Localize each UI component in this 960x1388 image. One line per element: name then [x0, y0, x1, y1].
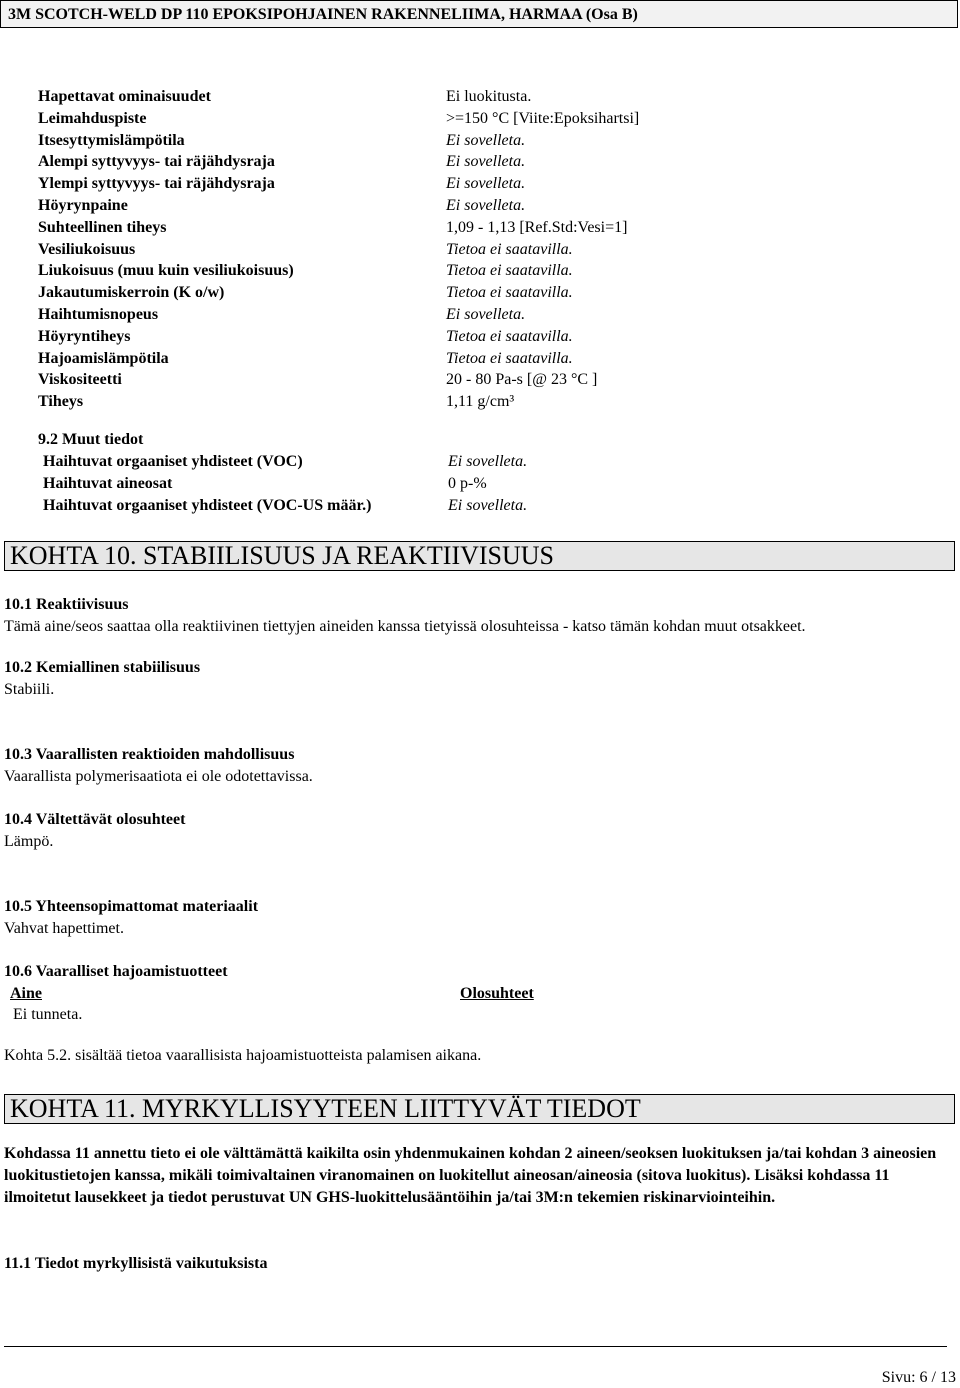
other-info-label: Haihtuvat orgaaniset yhdisteet (VOC) — [43, 453, 303, 470]
property-label: Suhteellinen tiheys — [38, 218, 167, 236]
property-row — [38, 239, 938, 261]
property-value: Tietoa ei saatavilla. — [446, 327, 573, 345]
property-value: Tietoa ei saatavilla. — [446, 284, 573, 302]
other-info-title: 9.2 Muut tiedot — [38, 431, 144, 448]
section-10-1-title: 10.1 Reaktiivisuus — [4, 596, 129, 613]
other-info — [38, 429, 938, 517]
footer-rule — [4, 1346, 947, 1347]
section-11-heading: KOHTA 11. MYRKYLLISYYTEEN LIITTYVÄT TIEDOT — [4, 1094, 955, 1124]
other-info-value: Ei sovelleta. — [448, 497, 528, 514]
property-row — [38, 282, 938, 304]
property-value: Ei sovelleta. — [446, 131, 526, 149]
section-10-3 — [4, 744, 954, 787]
property-row — [38, 348, 938, 370]
property-label: Hapettavat ominaisuudet — [38, 88, 211, 105]
property-value: 1,09 - 1,13 [Ref.Std:Vesi=1] — [446, 218, 628, 236]
property-label: Viskositeetti — [38, 371, 122, 389]
section-10-2-text: Stabiili. — [4, 680, 55, 698]
section-10-3-title: 10.3 Vaarallisten reaktioiden mahdollisuus — [4, 746, 295, 763]
property-row — [38, 369, 938, 391]
property-value: 20 - 80 Pa-s [@ 23 °C ] — [446, 371, 598, 389]
document-title: 3M SCOTCH-WELD DP 110 EPOKSIPOHJAINEN RAKENNELIIMA, HARMAA (Osa B) — [8, 6, 638, 23]
property-value: Ei sovelleta. — [446, 153, 526, 171]
property-label: Höyrynpaine — [38, 196, 128, 214]
property-value: Tietoa ei saatavilla. — [446, 349, 573, 367]
property-value: 1,11 g/cm³ — [446, 393, 515, 411]
section-10-4-text: Lämpö. — [4, 832, 54, 850]
property-value: Ei sovelleta. — [446, 305, 526, 323]
other-info-label: Haihtuvat aineosat — [43, 475, 173, 492]
property-row — [38, 391, 938, 413]
section-10-1-text: Tämä aine/seos saattaa olla reaktiivinen tiettyjen aineiden kanssa tietyissä olosuhteissa - katso tämän kohdan muut otsakkeet. — [4, 617, 806, 635]
property-row — [38, 173, 938, 195]
property-label: Itsesyttymislämpötila — [38, 131, 185, 149]
property-value: Ei sovelleta. — [446, 175, 526, 193]
page-number: Sivu: 6 / 13 — [881, 1369, 956, 1386]
property-label: Jakautumiskerroin (K o/w) — [38, 284, 225, 302]
property-label: Hajoamislämpötila — [38, 349, 169, 367]
section-10-5-title: 10.5 Yhteensopimattomat materiaalit — [4, 898, 259, 915]
section-10-1 — [4, 594, 954, 637]
section-10-6-note: Kohta 5.2. sisältää tietoa vaarallisista hajoamistuotteista palamisen aikana. — [4, 1047, 482, 1064]
property-label: Tiheys — [38, 393, 84, 411]
property-row — [38, 304, 938, 326]
section-10-4-title: 10.4 Vältettävät olosuhteet — [4, 811, 186, 828]
other-info-row — [38, 473, 938, 495]
property-row — [38, 151, 938, 173]
section-10-2-title: 10.2 Kemiallinen stabiilisuus — [4, 659, 201, 676]
section-10-6-title: 10.6 Vaaralliset hajoamistuotteet — [4, 963, 228, 980]
property-label: Leimahduspiste — [38, 109, 147, 127]
document-header — [0, 0, 958, 28]
section-10-4 — [4, 809, 954, 852]
property-label: Haihtumisnopeus — [38, 305, 159, 323]
column-substance: Aine — [10, 984, 42, 1002]
property-label: Alempi syttyvyys- tai räjähdysraja — [38, 153, 275, 171]
other-info-value: Ei sovelleta. — [448, 453, 528, 470]
other-info-label: Haihtuvat orgaaniset yhdisteet (VOC-US määr.) — [43, 497, 372, 514]
section-10-5-text: Vahvat hapettimet. — [4, 919, 124, 937]
property-row — [38, 86, 938, 108]
property-label: Liukoisuus (muu kuin vesiliukoisuus) — [38, 262, 294, 280]
section-10-6 — [4, 961, 954, 1026]
column-conditions: Olosuhteet — [460, 984, 534, 1002]
property-label: Höyryntiheys — [38, 327, 131, 345]
section-11-intro: Kohdassa 11 annettu tieto ei ole välttämättä kaikilta osin yhdenmukainen kohdan 2 aineen/seoksen luokituksen ja/tai kohdan 3 aineosien luokitustietojen kanssa, mikäli toimivaltainen viranomainen on luokitellut aineosan/aineosia (sitova luokitus). Lisäksi kohdassa 11 ilmoitetut lausekkeet ja tiedot perustuvat UN GHS-luokittelusääntöihin ja/tai 3M:n tekemien riskinarviointeihin. — [4, 1145, 937, 1206]
other-info-row — [38, 451, 938, 473]
property-label: Ylempi syttyvyys- tai räjähdysraja — [38, 175, 275, 193]
decomposition-table-header — [4, 983, 954, 1005]
section-11-1-title: 11.1 Tiedot myrkyllisistä vaikutuksista — [4, 1255, 268, 1272]
property-row — [38, 260, 938, 282]
section-10-heading: KOHTA 10. STABIILISUUS JA REAKTIIVISUUS — [4, 541, 955, 571]
decomposition-value: Ei tunneta. — [13, 1006, 83, 1023]
property-row — [38, 217, 938, 239]
property-label: Vesiliukoisuus — [38, 240, 136, 258]
section-10-3-text: Vaarallista polymerisaatiota ei ole odotettavissa. — [4, 767, 313, 785]
property-row — [38, 130, 938, 152]
section-10-2 — [4, 657, 954, 700]
property-value: Ei sovelleta. — [446, 196, 526, 214]
property-value: >=150 °C [Viite:Epoksihartsi] — [446, 109, 640, 127]
property-value: Tietoa ei saatavilla. — [446, 240, 573, 258]
section-10-5 — [4, 896, 954, 939]
property-row — [38, 195, 938, 217]
property-row — [38, 108, 938, 130]
property-value: Ei luokitusta. — [446, 88, 532, 105]
property-row — [38, 326, 938, 348]
other-info-row — [38, 495, 938, 517]
properties-table — [38, 86, 938, 413]
other-info-rows — [38, 451, 938, 517]
other-info-value: 0 p-% — [448, 475, 487, 492]
property-value: Tietoa ei saatavilla. — [446, 262, 573, 280]
